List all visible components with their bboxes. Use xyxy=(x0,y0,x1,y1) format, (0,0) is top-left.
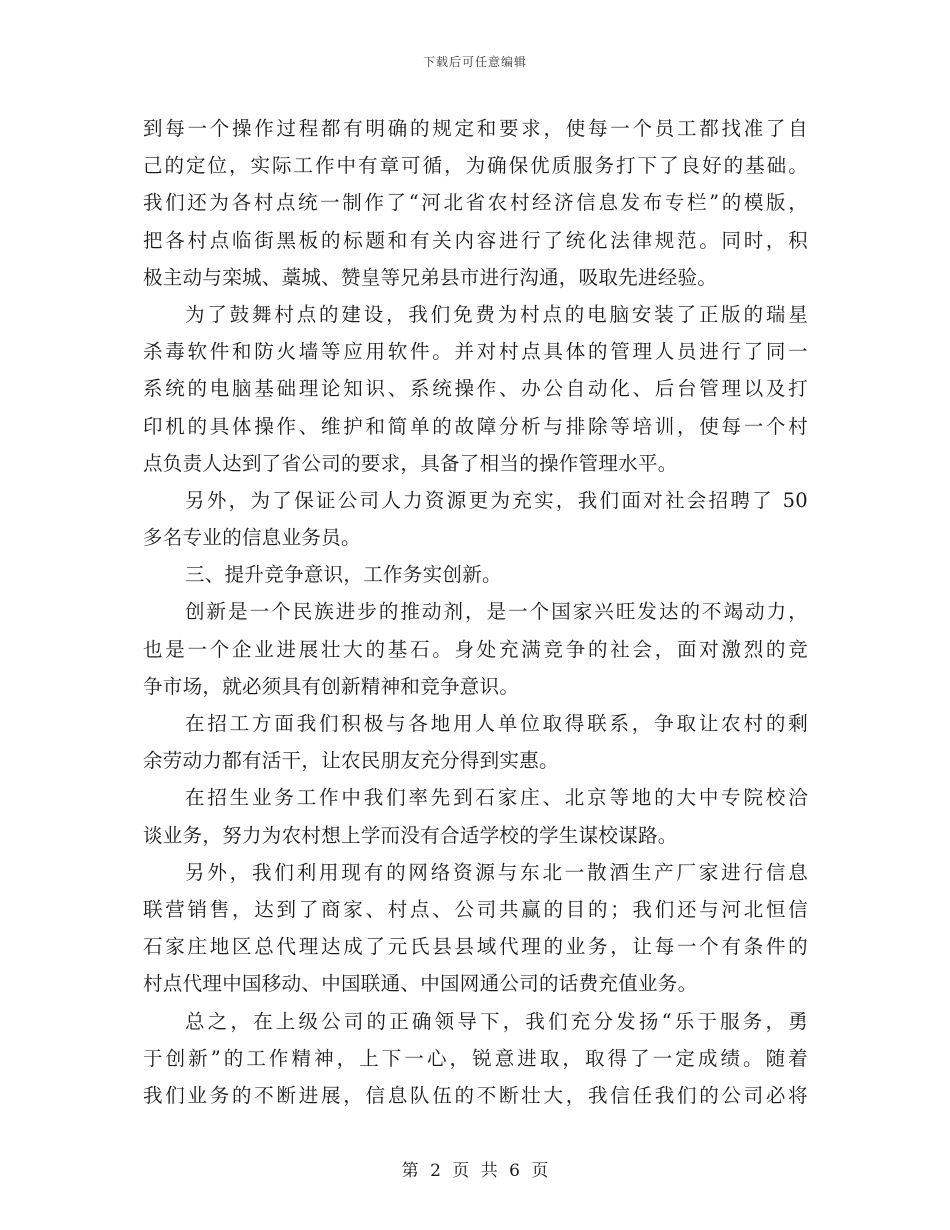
text-line: 村点代理中国移动、中国联通、中国网通公司的话费充值业务。 xyxy=(143,972,698,996)
document-body xyxy=(143,110,808,1114)
text-line: 印机的具体操作、维护和简单的故障分析与排除等培训，使每一个村 xyxy=(143,414,808,438)
text-line: 为了鼓舞村点的建设，我们免费为村点的电脑安装了正版的瑞星 xyxy=(185,302,808,326)
text-line: 系统的电脑基础理论知识、系统操作、办公自动化、后台管理以及打 xyxy=(143,377,808,401)
text-line: 谈业务，努力为农村想上学而没有合适学校的学生谋校谋路。 xyxy=(143,823,678,847)
text-line: 另外，我们利用现有的网络资源与东北一散酒生产厂家进行信息 xyxy=(185,860,808,884)
text-line: 到每一个操作过程都有明确的规定和要求，使每一个员工都找准了自 xyxy=(143,117,808,140)
text-line: 创新是一个民族进步的推动剂，是一个国家兴旺发达的不竭动力， xyxy=(185,600,808,624)
text-line: 杀毒软件和防火墙等应用软件。并对村点具体的管理人员进行了同一 xyxy=(143,340,808,364)
text-line: 于创新”的工作精神，上下一心，锐意进取，取得了一定成绩。随着 xyxy=(143,1046,808,1070)
text-line: 在招工方面我们积极与各地用人单位取得联系，争取让农村的剩 xyxy=(185,712,808,735)
text-line: 另外，为了保证公司人力资源更为充实，我们面对社会招聘了 50 xyxy=(185,488,808,512)
text-line: 我们还为各村点统一制作了“河北省农村经济信息发布专栏”的模版， xyxy=(143,191,808,215)
page-header: 下载后可任意编辑 xyxy=(422,55,527,69)
text-line: 己的定位，实际工作中有章可循，为确保优质服务打下了良好的基础。 xyxy=(143,154,808,178)
text-line: 我们业务的不断进展，信息队伍的不断壮大，我信任我们的公司必将 xyxy=(143,1083,808,1107)
text-line: 在招生业务工作中我们率先到石家庄、北京等地的大中专院校洽 xyxy=(185,786,808,810)
text-line: 总之，在上级公司的正确领导下，我们充分发扬“乐于服务，勇 xyxy=(185,1009,808,1033)
text-line: 余劳动力都有活干，让农民朋友充分得到实惠。 xyxy=(143,749,559,773)
text-line: 多名专业的信息业务员。 xyxy=(143,526,361,550)
text-line: 极主动与栾城、藁城、赞皇等兄弟县市进行沟通，吸取先进经验。 xyxy=(143,265,718,289)
text-line: 三、提升竞争意识，工作务实创新。 xyxy=(185,563,502,587)
text-line: 点负责人达到了省公司的要求，具备了相当的操作管理水平。 xyxy=(143,451,678,475)
text-line: 石家庄地区总代理达成了元氏县县域代理的业务，让每一个有条件的 xyxy=(143,935,808,959)
text-line: 争市场，就必须具有创新精神和竞争意识。 xyxy=(143,674,520,698)
text-line: 也是一个企业进展壮大的基石。身处充满竞争的社会，面对激烈的竞 xyxy=(143,637,808,661)
text-line: 联营销售，达到了商家、村点、公司共赢的目的；我们还与河北恒信 xyxy=(143,897,808,921)
page-footer: 第 2 页 共 6 页 xyxy=(401,1161,549,1181)
text-line: 把各村点临街黑板的标题和有关内容进行了统化法律规范。同时，积 xyxy=(143,228,808,252)
